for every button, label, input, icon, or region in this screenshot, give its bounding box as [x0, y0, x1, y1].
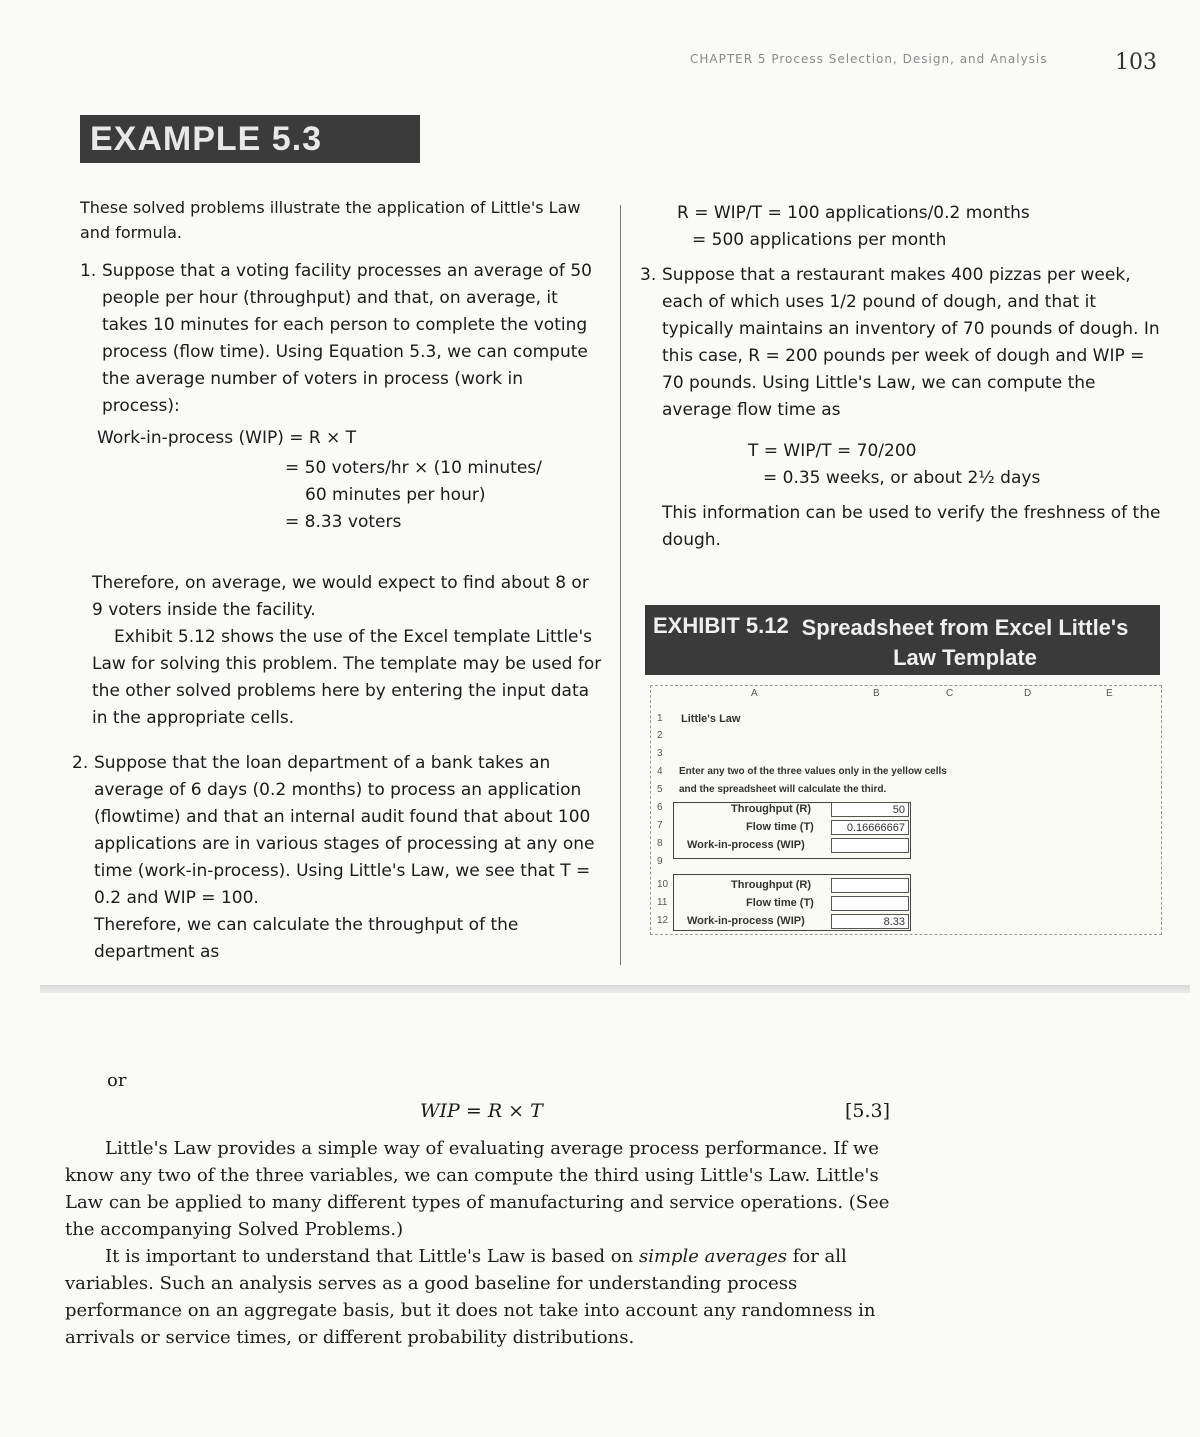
- problem-2-number: 2.: [72, 753, 89, 773]
- wip-equation-label: Work-in-process (WIP) = R × T: [97, 428, 357, 448]
- problem-1-therefore: Therefore, on average, we would expect to find about 8 or 9 voters inside the facility.: [92, 573, 589, 620]
- or-text: or: [107, 1070, 127, 1091]
- problem-3-text: Suppose that a restaurant makes 400 pizzas per week, each of which uses 1/2 pound of dough, and that it typically maintains an inventory of 70 pounds of dough. In this case, R = 200 pounds per week of dough and WIP = 70 pounds. Using Little's Law, we can compute the average flow time as: [662, 265, 1160, 420]
- row-number: 2: [657, 730, 663, 741]
- wip-step-1: = 50 voters/hr × (10 minutes/: [285, 458, 542, 478]
- para2-emphasis: simple averages: [638, 1246, 787, 1267]
- block1-wip-cell[interactable]: [831, 838, 909, 853]
- block2-throughput-label: Throughput (R): [731, 879, 812, 891]
- block1-throughput-label: Throughput (R): [731, 803, 812, 815]
- column-header-e: E: [1106, 688, 1113, 699]
- para2-end: for all variables. Such an analysis serves as a good baseline for understanding process performance on an aggregate basis, but it does not take into account any randomness in arrivals or service times, or different probability distributions.: [65, 1246, 876, 1348]
- problem-2-text: Suppose that the loan department of a bank takes an average of 6 days (0.2 months) to process an application (flowtime) and that an internal audit found that about 100 applications are in various stages of processing at any one time (work-in-process). Using Little's Law, we see that T = 0.2 and WIP = 100.: [94, 753, 595, 908]
- equation-number: [5.3]: [845, 1100, 891, 1122]
- block1-flow-cell[interactable]: 0.16666667: [831, 820, 909, 835]
- block2-flow-cell[interactable]: [831, 896, 909, 911]
- equation-5-3: WIP = R × T: [420, 1100, 543, 1122]
- problem-3-eq1: T = WIP/T = 70/200: [748, 441, 917, 461]
- block1-throughput-cell[interactable]: 50: [831, 802, 909, 817]
- page-fold-shadow: [40, 985, 1190, 993]
- sheet-title: Little's Law: [681, 713, 741, 725]
- problem-3: [640, 262, 1160, 424]
- exhibit-banner: [645, 605, 1160, 675]
- problem-3-eq2: = 0.35 weeks, or about 2½ days: [763, 468, 1041, 488]
- para2-start: It is important to understand that Little's Law is based on: [105, 1246, 639, 1267]
- row-number: 9: [657, 856, 663, 867]
- block1-wip-label: Work-in-process (WIP): [687, 839, 805, 851]
- column-header-b: B: [873, 688, 880, 699]
- problem-2-therefore: Therefore, we can calculate the throughput of the department as: [94, 915, 519, 962]
- problem-3-equation: [748, 438, 1148, 492]
- row-number: 1: [657, 713, 663, 724]
- body-text: [65, 1135, 895, 1351]
- block2-wip-label: Work-in-process (WIP): [687, 915, 805, 927]
- row-number: 4: [657, 766, 663, 777]
- page-number: 103: [1115, 50, 1157, 75]
- row-number: 11: [657, 897, 668, 908]
- wip-step-2: 60 minutes per hour): [305, 485, 486, 505]
- block2-flow-label: Flow time (T): [746, 897, 814, 909]
- wip-step-3: = 8.33 voters: [285, 512, 402, 532]
- exhibit-reference: Exhibit 5.12 shows the use of the Excel template Little's Law for solving this problem. The template may be used for the other solved problems here by entering the input data in the appropriate cells.: [92, 627, 602, 728]
- block2-wip-cell[interactable]: 8.33: [831, 914, 909, 929]
- problem-1-conclusion: [92, 570, 602, 732]
- row-number: 8: [657, 838, 663, 849]
- exhibit-label: EXHIBIT 5.12: [653, 613, 789, 638]
- sheet-instruction-2: and the spreadsheet will calculate the third.: [679, 784, 887, 795]
- body-paragraph-1: Little's Law provides a simple way of evaluating average process performance. If we know any two of the three variables, we can compute the third using Little's Law. Little's Law can be applied to many different types of manufacturing and service operations. (See the accompanying Solved Problems.): [65, 1138, 890, 1240]
- block1-flow-label: Flow time (T): [746, 821, 814, 833]
- running-head: CHAPTER 5 Process Selection, Design, and Analysis: [690, 52, 1048, 66]
- row-number: 7: [657, 820, 663, 831]
- problem-2-eq1: R = WIP/T = 100 applications/0.2 months: [677, 203, 1030, 223]
- body-paragraph-2: [65, 1243, 895, 1351]
- row-number: 12: [657, 915, 669, 926]
- example-title: EXAMPLE 5.3: [80, 115, 420, 163]
- column-header-d: D: [1024, 688, 1032, 699]
- problem-2-equation: [672, 200, 1172, 254]
- row-number: 5: [657, 784, 663, 795]
- problem-3-number: 3.: [640, 265, 657, 285]
- problem-1-text: Suppose that a voting facility processes an average of 50 people per hour (throughput) and that, on average, it takes 10 minutes for each person to complete the voting process (flow time). Using Equation 5.3, we can compute the average number of voters in process (work in process):: [102, 261, 592, 416]
- column-divider: [620, 205, 621, 965]
- problem-2: [72, 750, 602, 966]
- column-header-c: C: [946, 688, 954, 699]
- wip-equation-steps: [285, 455, 595, 536]
- problem-1: [80, 258, 600, 420]
- row-number: 3: [657, 748, 663, 759]
- problem-3-info: This information can be used to verify the freshness of the dough.: [662, 503, 1161, 550]
- block2-throughput-cell[interactable]: [831, 878, 909, 893]
- spreadsheet: [650, 685, 1162, 935]
- row-number: 6: [657, 802, 663, 813]
- sheet-instruction-1: Enter any two of the three values only in the yellow cells: [679, 766, 947, 777]
- exhibit-title: Spreadsheet from Excel Little's Law Template: [801, 615, 1129, 670]
- example-intro: These solved problems illustrate the application of Little's Law and formula.: [80, 198, 581, 242]
- problem-2-eq2: = 500 applications per month: [692, 230, 947, 250]
- problem-1-number: 1.: [80, 261, 97, 281]
- row-number: 10: [657, 879, 669, 890]
- column-header-a: A: [751, 688, 758, 699]
